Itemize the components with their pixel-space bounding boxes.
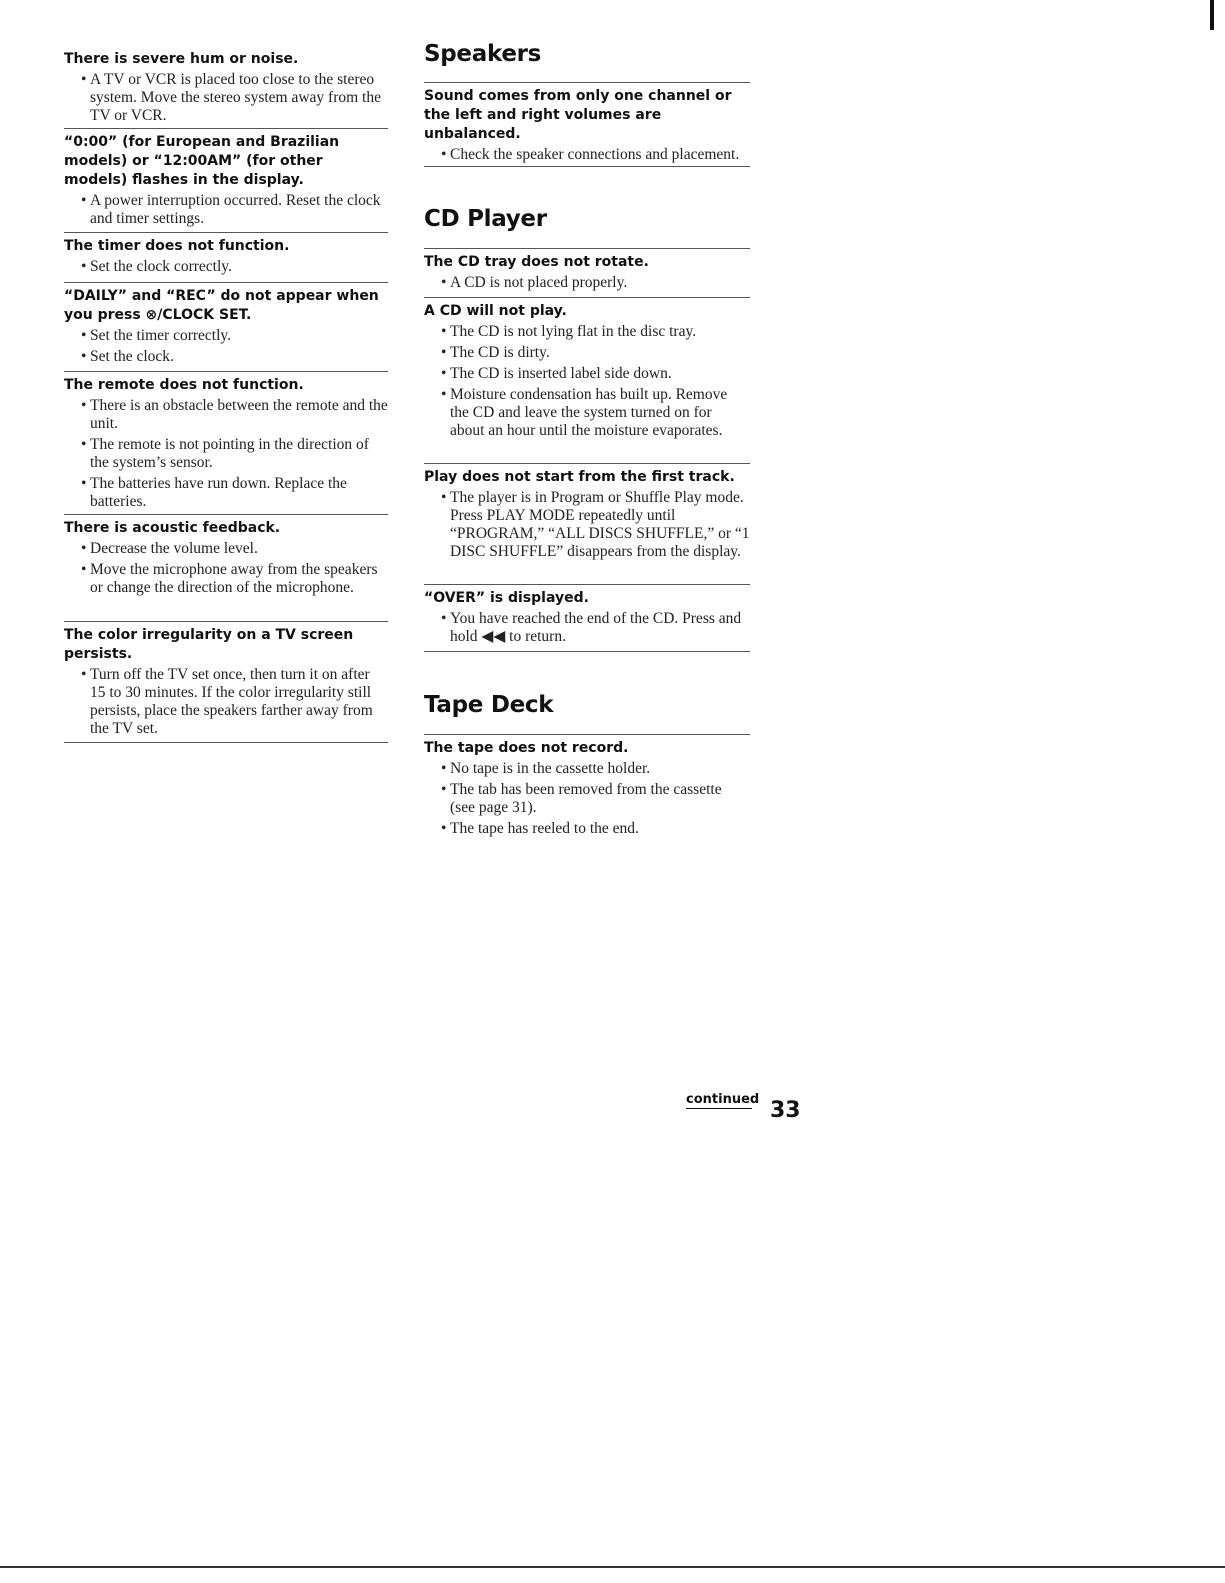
trouble-item xyxy=(64,519,388,600)
problem-heading: Play does not start from the first track. xyxy=(424,469,735,485)
divider xyxy=(424,297,750,298)
solution-bullet: • Check the speaker connections and placement. xyxy=(424,146,750,164)
section-title-speakers: Speakers xyxy=(424,41,542,67)
problem-heading: The timer does not function. xyxy=(64,238,290,254)
solution-bullet: • Turn off the TV set once, then turn it on after 15 to 30 minutes. If the color irregularity still persists, place the speakers farther away from the TV set. xyxy=(64,666,388,738)
solution-list xyxy=(64,192,388,228)
problem-heading: “DAILY” and “REC” do not appear when you press ⊗/CLOCK SET. xyxy=(64,288,379,323)
page-number: 33 xyxy=(770,1098,801,1123)
solution-bullet: • A CD is not placed properly. xyxy=(424,274,750,292)
divider xyxy=(424,248,750,249)
problem-heading: There is severe hum or noise. xyxy=(64,51,299,67)
solution-list xyxy=(64,71,388,125)
divider xyxy=(64,371,388,372)
solution-bullet: • You have reached the end of the CD. Press and hold ◀◀ to return. xyxy=(424,610,750,646)
divider xyxy=(64,621,388,622)
solution-bullet: • The remote is not pointing in the direction of the system’s sensor. xyxy=(64,436,388,472)
problem-heading: “0:00” (for European and Brazilian models) or “12:00AM” (for other models) flashes in the display. xyxy=(64,134,340,188)
solution-bullet: • The player is in Program or Shuffle Play mode. Press PLAY MODE repeatedly until “PROGRAM,” “ALL DISCS SHUFFLE,” or “1 DISC SHUFFLE” disappears from the display. xyxy=(424,489,750,561)
problem-heading: A CD will not play. xyxy=(424,303,567,319)
solution-bullet: • No tape is in the cassette holder. xyxy=(424,760,750,778)
solution-bullet: • Set the timer correctly. xyxy=(64,327,388,345)
trouble-item xyxy=(64,237,388,279)
problem-heading: “OVER” is displayed. xyxy=(424,590,589,606)
solution-list xyxy=(424,760,750,838)
solution-bullet: • Move the microphone away from the speakers or change the direction of the microphone. xyxy=(64,561,388,597)
solution-bullet: • A power interruption occurred. Reset the clock and timer settings. xyxy=(64,192,388,228)
problem-heading: The tape does not record. xyxy=(424,740,629,756)
divider xyxy=(64,232,388,233)
solution-list xyxy=(424,323,750,440)
divider xyxy=(64,128,388,129)
solution-list xyxy=(424,610,750,646)
solution-bullet: • The CD is inserted label side down. xyxy=(424,365,750,383)
trouble-item xyxy=(424,302,750,443)
solution-list xyxy=(64,327,388,366)
solution-bullet: • A TV or VCR is placed too close to the stereo system. Move the stereo system away from the TV or VCR. xyxy=(64,71,388,125)
divider xyxy=(424,166,750,167)
trouble-item xyxy=(64,376,388,514)
solution-list xyxy=(424,274,750,292)
divider xyxy=(424,82,750,83)
trouble-item xyxy=(64,287,388,369)
trouble-item xyxy=(424,468,750,564)
solution-bullet: • Set the clock correctly. xyxy=(64,258,388,276)
trouble-item xyxy=(424,589,750,649)
trouble-item xyxy=(64,50,388,128)
solution-bullet: • Moisture condensation has built up. Remove the CD and leave the system turned on for about an hour until the moisture evaporates. xyxy=(424,386,750,440)
trouble-item xyxy=(64,133,388,231)
trouble-item xyxy=(424,253,750,295)
divider xyxy=(424,651,750,652)
continued-label: continued xyxy=(686,1092,760,1107)
solution-bullet: • The tape has reeled to the end. xyxy=(424,820,750,838)
solution-bullet: • There is an obstacle between the remote and the unit. xyxy=(64,397,388,433)
solution-bullet: • The batteries have run down. Replace the batteries. xyxy=(64,475,388,511)
section-title-tape-deck: Tape Deck xyxy=(424,692,554,718)
bottom-border xyxy=(0,1566,1225,1568)
divider xyxy=(424,463,750,464)
solution-list xyxy=(64,397,388,511)
solution-list xyxy=(64,540,388,597)
solution-bullet: • The CD is dirty. xyxy=(424,344,750,362)
trouble-item xyxy=(424,739,750,841)
solution-list xyxy=(424,146,750,164)
edge-mark xyxy=(1210,0,1214,30)
trouble-item xyxy=(64,626,388,741)
divider xyxy=(424,734,750,735)
divider xyxy=(64,742,388,743)
trouble-item xyxy=(424,87,750,167)
solution-list xyxy=(424,489,750,561)
problem-heading: Sound comes from only one channel or the left and right volumes are unbalanced. xyxy=(424,88,732,142)
divider xyxy=(64,514,388,515)
section-title-cd-player: CD Player xyxy=(424,206,547,232)
solution-bullet: • The tab has been removed from the cassette (see page 31). xyxy=(424,781,750,817)
problem-heading: The color irregularity on a TV screen persists. xyxy=(64,627,354,662)
problem-heading: The remote does not function. xyxy=(64,377,304,393)
solution-list xyxy=(64,258,388,276)
solution-bullet: • Set the clock. xyxy=(64,348,388,366)
divider xyxy=(424,584,750,585)
problem-heading: There is acoustic feedback. xyxy=(64,520,281,536)
divider xyxy=(64,282,388,283)
solution-bullet: • Decrease the volume level. xyxy=(64,540,388,558)
solution-list xyxy=(64,666,388,738)
problem-heading: The CD tray does not rotate. xyxy=(424,254,649,270)
solution-bullet: • The CD is not lying flat in the disc tray. xyxy=(424,323,750,341)
